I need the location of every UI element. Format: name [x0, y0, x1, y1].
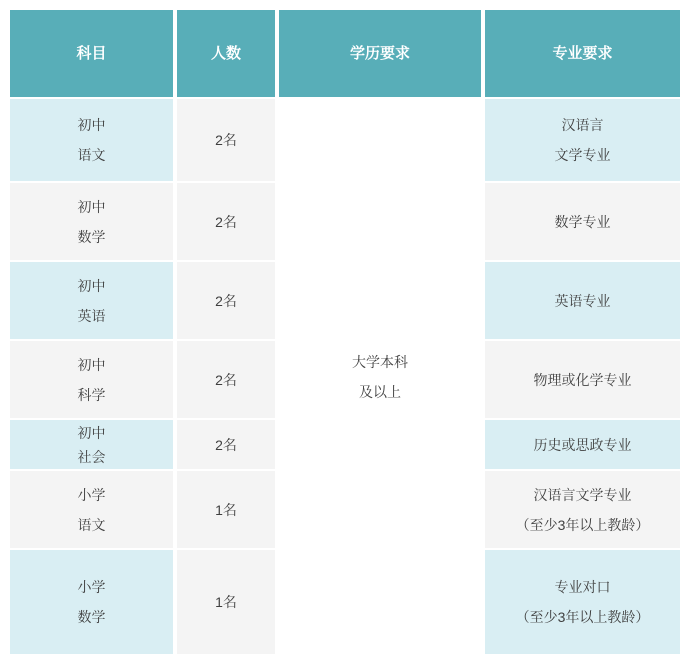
column-header-major	[485, 10, 680, 97]
subject-line: 英语	[77, 307, 106, 324]
major-experience-note: （至少3年以上教龄）	[515, 609, 650, 625]
education-requirement-cell	[279, 99, 481, 654]
column-header-count	[177, 10, 275, 97]
major-line: 数学专业	[554, 213, 611, 230]
education-line: 大学本科	[352, 353, 408, 370]
count-value: 2名	[215, 132, 237, 148]
subject-line: 数学	[77, 228, 106, 245]
subject-cell-junior-science	[10, 341, 173, 418]
subject-line: 初中	[77, 117, 106, 133]
subject-line: 初中	[77, 424, 106, 441]
subject-cell-junior-social	[10, 420, 173, 469]
subject-line: 语文	[77, 516, 106, 533]
major-cell	[485, 183, 680, 260]
major-line: 历史或思政专业	[533, 436, 632, 453]
count-value: 2名	[215, 371, 237, 388]
count-cell	[177, 99, 275, 181]
subject-line: 初中	[77, 356, 106, 373]
subject-line: 初中	[77, 198, 106, 215]
subject-line: 初中	[77, 277, 106, 294]
count-cell	[177, 420, 275, 469]
major-cell	[485, 550, 680, 654]
count-value: 1名	[215, 501, 237, 518]
major-line: 文学专业	[554, 147, 611, 163]
column-header-major-label: 专业要求	[552, 44, 613, 62]
count-value: 2名	[215, 213, 237, 230]
subject-line: 小学	[77, 579, 106, 595]
count-value: 2名	[215, 436, 237, 453]
subject-line: 小学	[77, 486, 106, 503]
column-header-subject-label: 科目	[76, 44, 107, 62]
count-cell	[177, 183, 275, 260]
education-line: 及以上	[359, 383, 401, 400]
subject-cell-junior-chinese	[10, 99, 173, 181]
subject-line: 科学	[77, 386, 106, 403]
column-header-subject	[10, 10, 173, 97]
major-cell	[485, 99, 680, 181]
subject-cell-primary-chinese	[10, 471, 173, 548]
major-line: 专业对口	[554, 579, 611, 595]
column-header-education-label: 学历要求	[349, 44, 410, 62]
count-cell	[177, 550, 275, 654]
count-value: 2名	[215, 292, 237, 309]
major-line: 物理或化学专业	[533, 371, 632, 388]
column-header-education	[279, 10, 481, 97]
subject-cell-primary-math	[10, 550, 173, 654]
major-cell	[485, 341, 680, 418]
recruitment-table	[10, 10, 680, 654]
subject-cell-junior-math	[10, 183, 173, 260]
column-header-count-label: 人数	[210, 44, 241, 62]
major-line: 汉语言	[561, 117, 604, 133]
subject-cell-junior-english	[10, 262, 173, 339]
major-cell	[485, 262, 680, 339]
major-cell	[485, 420, 680, 469]
major-cell	[485, 471, 680, 548]
count-cell	[177, 341, 275, 418]
major-line: 汉语言文学专业	[533, 486, 632, 503]
subject-line: 数学	[77, 609, 106, 625]
subject-line: 语文	[77, 147, 106, 163]
subject-line: 社会	[77, 448, 106, 465]
major-experience-note: （至少3年以上教龄）	[515, 516, 650, 533]
major-line: 英语专业	[554, 292, 611, 309]
count-value: 1名	[215, 594, 237, 610]
count-cell	[177, 262, 275, 339]
count-cell	[177, 471, 275, 548]
